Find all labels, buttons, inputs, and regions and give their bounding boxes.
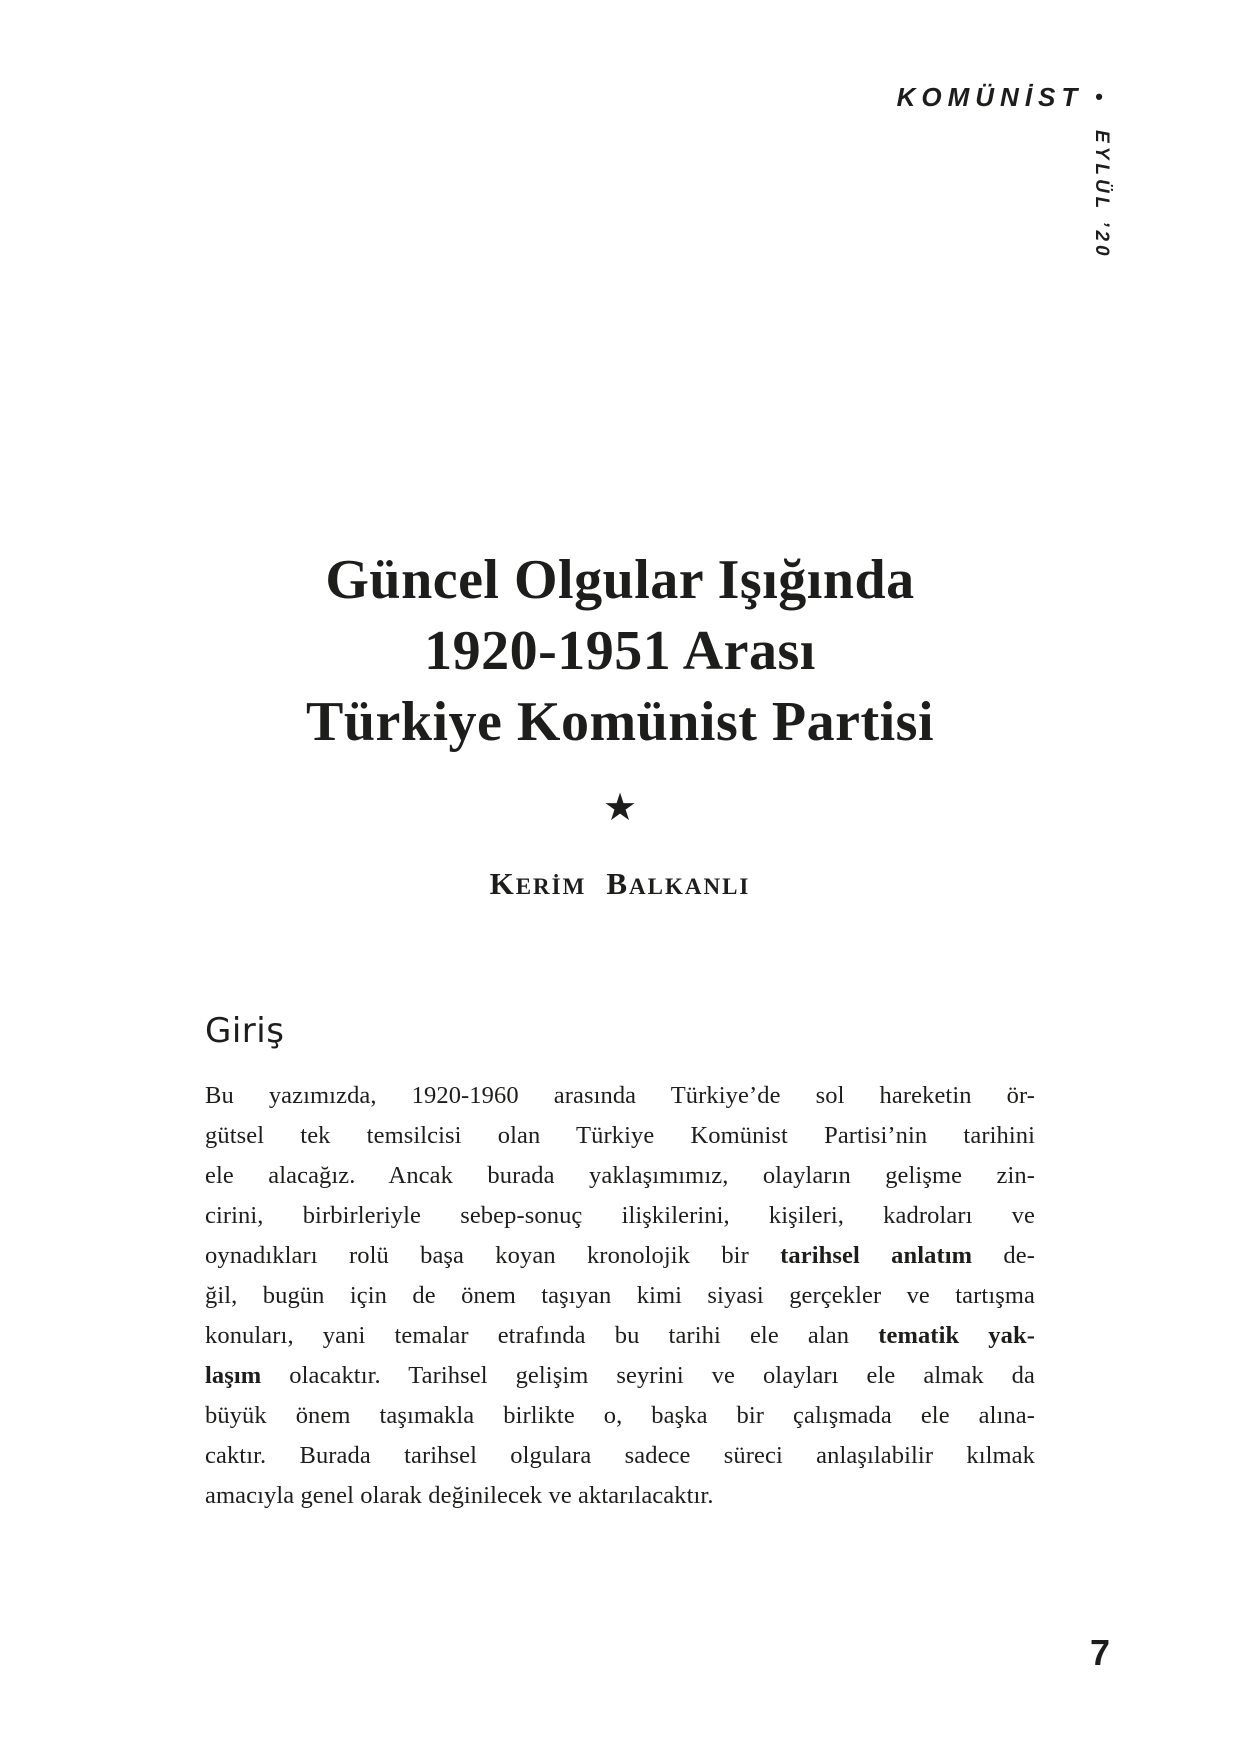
paragraph-line: ğil, bugün için de önem taşıyan kimi siyasi gerçekler ve tartışma xyxy=(205,1282,1035,1309)
article-title-line: Türkiye Komünist Partisi xyxy=(305,691,935,753)
paragraph-line: oynadıkları rolü başa koyan kronolojik bir tarihsel anlatım de- xyxy=(205,1242,1035,1269)
paragraph-line: gütsel tek temsilcisi olan Türkiye Komünist Partisi’nin tarihini xyxy=(205,1122,1035,1149)
section-heading: Giriş xyxy=(205,1011,285,1051)
page-number: 7 xyxy=(1090,1632,1111,1673)
paragraph-line: büyük önem taşımakla birlikte o, başka bir çalışmada ele alına- xyxy=(205,1402,1035,1429)
paragraph-line: laşım olacaktır. Tarihsel gelişim seyrini ve olayları ele almak da xyxy=(205,1362,1035,1389)
paragraph-line: caktır. Burada tarihsel olgulara sadece süreci anlaşılabilir kılmak xyxy=(205,1442,1035,1469)
paragraph-line: ele alacağız. Ancak burada yaklaşımımız, olayların gelişme zin- xyxy=(205,1162,1035,1189)
author-first-name: KERİM xyxy=(489,866,587,901)
article-title-line: Güncel Olgular Işığında xyxy=(325,549,915,611)
star-icon: ★ xyxy=(602,787,638,829)
author-last-name: BALKANLI xyxy=(606,866,751,901)
paragraph-line: cirini, birbirleriyle sebep-sonuç ilişkilerini, kişileri, kadroları ve xyxy=(205,1202,1035,1229)
masthead xyxy=(897,82,1103,113)
article-body xyxy=(205,1076,1035,1516)
paragraph-line: konuları, yani temalar etrafında bu tarihi ele alan tematik yak- xyxy=(205,1322,1035,1349)
masthead-bullet-icon: • xyxy=(1095,84,1103,109)
paragraph-line: Bu yazımızda, 1920-1960 arasında Türkiye’de sol hareketin ör- xyxy=(205,1082,1035,1109)
author-name xyxy=(205,866,1035,902)
article-title xyxy=(205,545,1035,758)
paragraph-line: amacıyla genel olarak değinilecek ve aktarılacaktır. xyxy=(205,1482,714,1509)
magazine-title: KOMÜNİST xyxy=(896,82,1084,112)
article-title-line: 1920-1951 Arası xyxy=(424,620,816,682)
issue-date: EYLÜL ’20 xyxy=(1091,130,1112,260)
